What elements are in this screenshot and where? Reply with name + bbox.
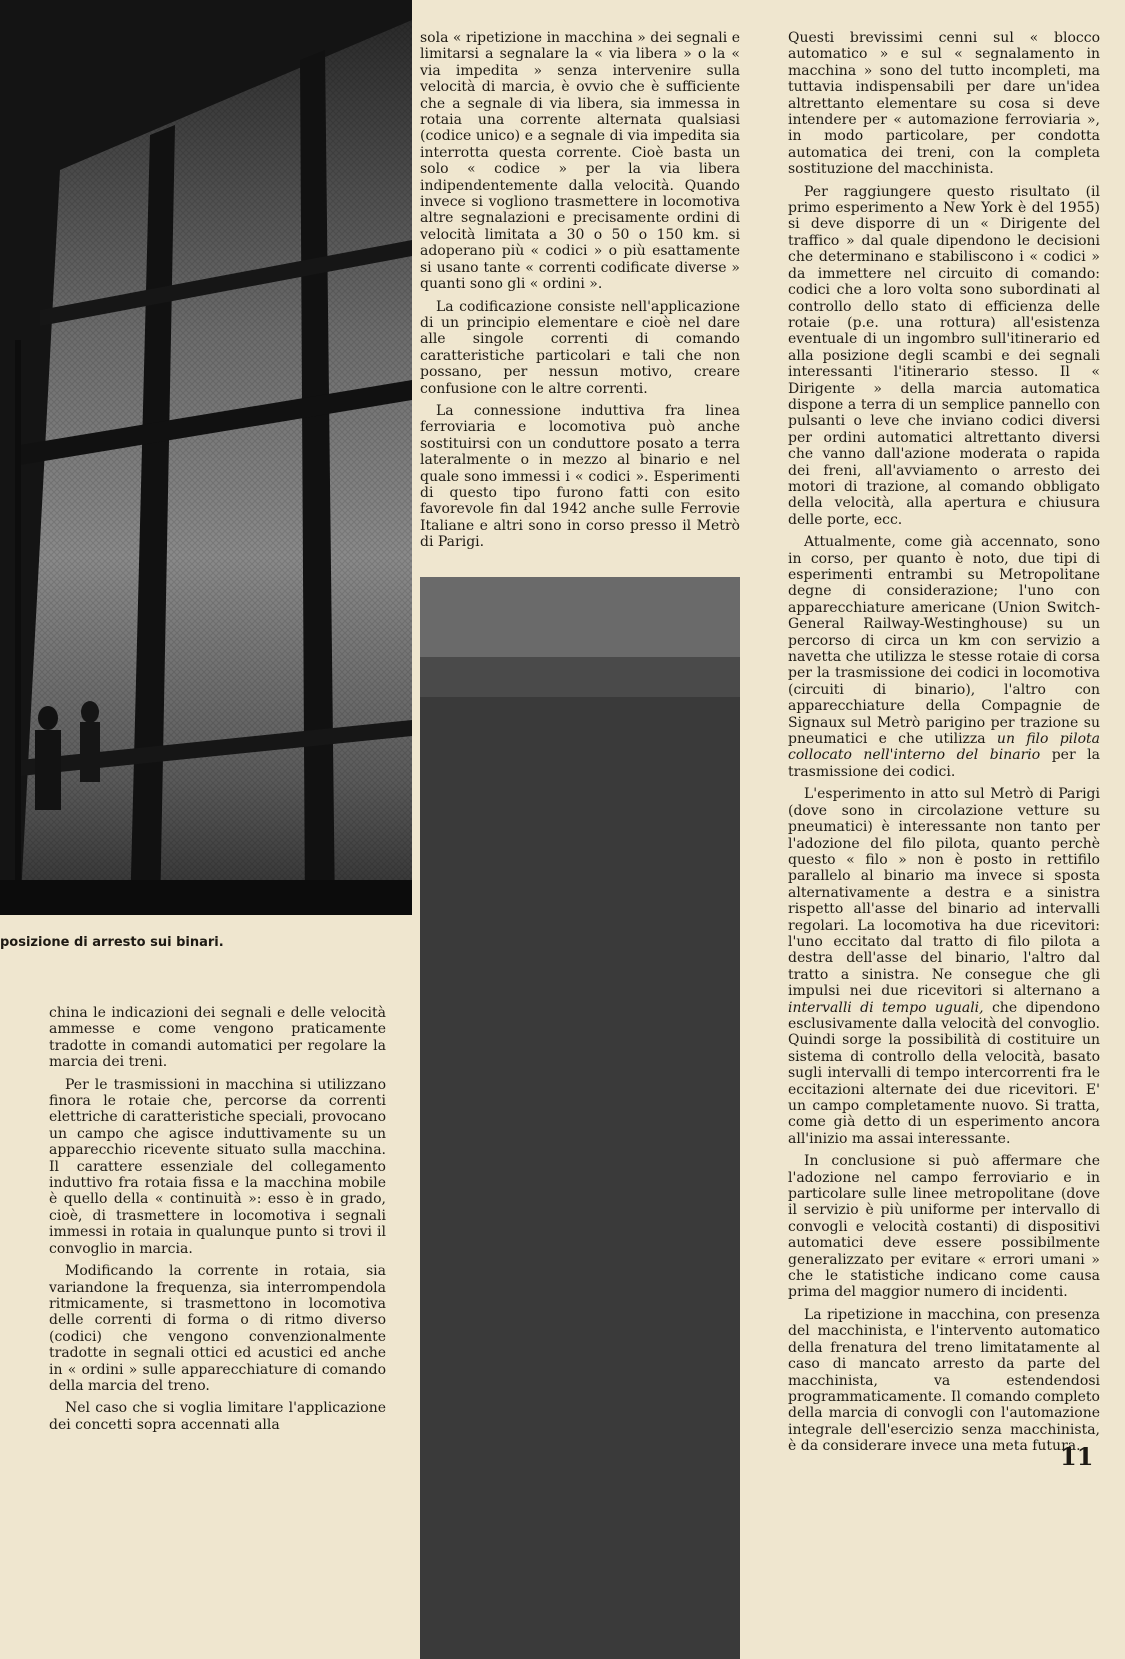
paragraph: sola « ripetizione in macchina » dei segnali e limitarsi a segnalare la « via libera » o la « via impedita » senza intervenire sulla velocità di marcia, è ovvio che è sufficiente che a segnale di via libera, sia immessa in rotaia una corrente alternata qualsiasi (codice unico) e a segnale di via impedita sia interrotta questa corrente. Cioè basta un solo « codice » per la via libera indipendentemente dalla velocità. Quando invece si vogliono trasmettere in locomotiva altre segnalazioni e precisamente ordini di velocità limitata a 30 o 50 o 150 km. si adoperano più « codici » o più esattamente si usano tante « correnti codificate diverse » quanti sono gli « ordini ».: [420, 30, 740, 293]
paragraph: La connessione induttiva fra linea ferroviaria e locomotiva può anche sostituirsi con un conduttore posato a terra lateralmente o in mezzo al binario e nel quale sono immessi i « codici ». Esperimenti di questo tipo furono fatti con esito favorevole fin dal 1942 anche sulle Ferrovie Italiane e altri sono in corso presso il Metrò di Parigi.: [420, 402, 740, 551]
paragraph: china le indicazioni dei segnali e delle velocità ammesse e come vengono praticamente tradotte in comandi automatici per regolare la marcia dei treni.: [49, 1005, 386, 1071]
paragraph: Questi brevissimi cenni sul « blocco automatico » e sul « segnalamento in macchina » sono del tutto incompleti, ma tuttavia indispensabili per dare un'idea altrettanto elementare su cosa si deve intendere per « automazione ferroviaria », in modo particolare, per condotta automatica dei treni, con la completa sostituzione del macchinista.: [788, 30, 1100, 178]
left-photo-caption: posizione di arresto sui binari.: [0, 935, 224, 950]
paragraph: Nel caso che si voglia limitare l'applicazione dei concetti sopra accennati alla: [49, 1400, 386, 1433]
page-number: 11: [1060, 1442, 1094, 1471]
paragraph: La ripetizione in macchina, con presenza del macchinista, e l'intervento automatico della frenatura del treno limitatamente al caso di mancato arresto da parte del macchinista, va estendendosi programmaticamente. Il comando completo della marcia di convogli con l'automazione integrale dell'esercizio senza macchinista, è da considerare invece una meta futura.: [788, 1306, 1100, 1455]
train-photo-actual: [420, 577, 740, 1659]
paragraph-text: Attualmente, come già accennato, sono in corso, per quanto è noto, due tipi di esperimenti entrambi su Metropolitane degne di considerazione; l'uno con apparecchiature americane (Union Switch-General Railway-Westinghouse) su un percorso di circa un km con servizio a navetta che utilizza le stesse rotaie di corsa per la trasmissione dei codici in locomotiva (circuiti di binario), l'altro con apparecchiature della Compagnie de Signaux sul Metrò parigino per trazione su pneumatici e che utilizza: [788, 534, 1100, 748]
window-photo: [0, 0, 412, 915]
paragraph-text: per la trasmissione dei codici.: [788, 747, 1100, 780]
paragraph: [788, 786, 1100, 1147]
paragraph: Modificando la corrente in rotaia, sia variandone la frequenza, sia interrompendola ritmicamente, si trasmettono in locomotiva delle correnti di forma o di ritmo diverso (codici) che vengono convenzionalmente tradotte in segnali ottici ed acustici ed anche in « ordini » sulle apparecchiature di comando della marcia del treno.: [49, 1263, 386, 1394]
emphasis-text: un filo pilota collocato nell'interno del binario: [788, 731, 1101, 764]
paragraph-text: L'esperimento in atto sul Metrò di Parigi (dove sono in circolazione vetture su pneumatici) è interessante non tanto per l'adozione del filo pilota, quanto perchè questo « filo » non è posto in rettifilo parallelo al binario ma invece si sposta alternativamente a destra e a sinistra rispetto all'asse del binario ad intervalli regolari. La locomotiva ha due ricevitori: l'uno eccitato dal tratto di filo pilota a destra dell'asse del binario, l'altro dal tratto a sinistra. Ne consegue che gli impulsi nei due ricevitori si alternano a: [788, 786, 1100, 1000]
paragraph-text: che dipendono esclusivamente dalla velocità del convoglio. Quindi sorge la possibilità di costituire un sistema di controllo della velocità, basato sugli intervalli di tempo intercorrenti fra le eccitazioni alternate dei due ricevitori. E' un campo completamente nuovo. Si tratta, come già detto di un esperimento ancora all'inizio ma assai interessante.: [788, 999, 1101, 1147]
article-column-middle: [420, 30, 740, 557]
article-column-right: [788, 30, 1100, 1461]
emphasis-text: intervalli di tempo uguali,: [788, 999, 984, 1016]
paragraph: [788, 534, 1100, 780]
paragraph: Per raggiungere questo risultato (il primo esperimento a New York è del 1955) si deve disporre di un « Dirigente del traffico » dal quale dipendono le decisioni che determinano e stabiliscono i « codici » da immettere nel circuito di comando: codici che a loro volta sono subordinati al controllo dello stato di efficienza delle rotaie (p.e. una rottura) all'esistenza eventuale di un ingombro sull'itinerario ed alla posizione degli scambi e dei segnali interessanti l'itinerario stesso. Il « Dirigente » della marcia automatica dispone a terra di un semplice pannello con pulsanti o leve che inviano codici diversi per ordini automatici altrettanto diversi che vanno dall'azione moderata o rapida dei freni, all'avviamento o arresto dei motori di trazione, al comando obbligato della velocità, alla apertura e chiusura delle porte, ecc.: [788, 183, 1100, 528]
paragraph: Per le trasmissioni in macchina si utilizzano finora le rotaie che, percorse da correnti elettriche di caratteristiche speciali, provocano un campo che agisce induttivamente su un apparecchio ricevente situato sulla macchina. Il carattere essenziale del collegamento induttivo fra rotaia fissa e la macchina mobile è quello della « continuità »: esso è in grado, cioè, di trasmettere in locomotiva i segnali immessi in rotaia in qualunque punto si trovi il convoglio in marcia.: [49, 1076, 386, 1257]
paragraph: La codificazione consiste nell'applicazione di un principio elementare e cioè nel dare alle singole correnti di comando caratteristiche particolari e tali che non possano, per nessun motivo, creare confusione con le altre correnti.: [420, 298, 740, 397]
window-photo-illustration: [0, 0, 412, 915]
article-column-left: [49, 1005, 386, 1439]
paragraph: In conclusione si può affermare che l'adozione nel campo ferroviario e in particolare sulle linee metropolitane (dove il servizio è più uniforme per intervallo di convogli e velocità costanti) di dispositivi automatici deve essere possibilmente generalizzato per evitare « errori umani » che le statistiche indicano come causa prima del maggior numero di incidenti.: [788, 1153, 1100, 1301]
